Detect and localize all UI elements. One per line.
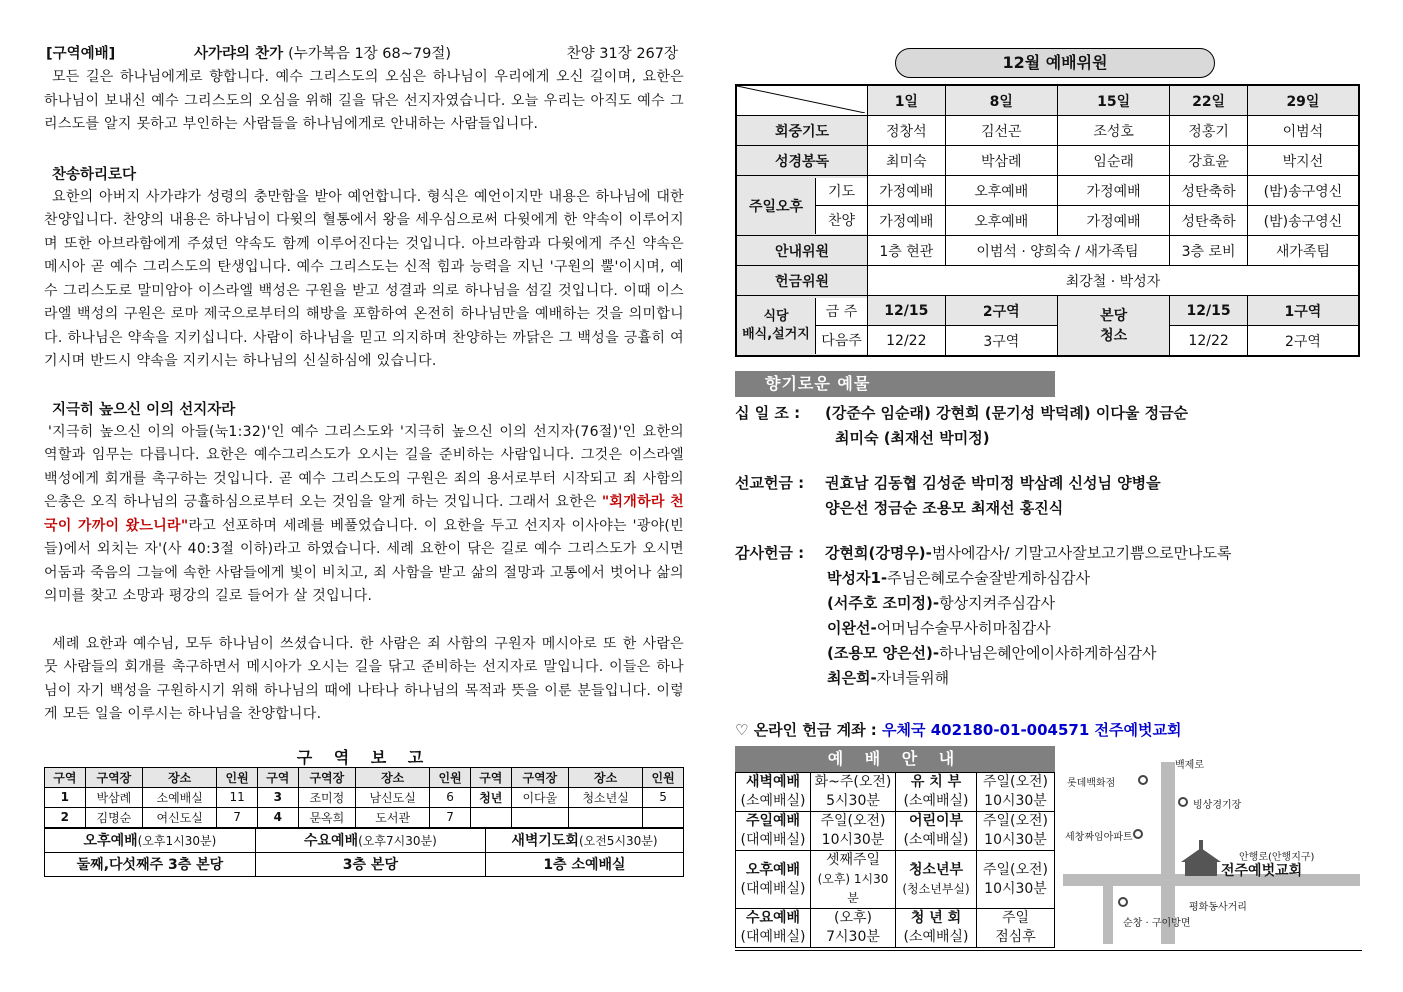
district-header: 인원: [643, 767, 684, 787]
thanks-item: [825, 616, 1362, 641]
worship-cell: [896, 851, 977, 909]
roster-cell: 3구역: [945, 326, 1057, 357]
district-cell: 소예배실: [143, 787, 217, 807]
table-row: [736, 773, 1055, 812]
worship-cell: [977, 773, 1055, 812]
worship-detail: 10시30분: [984, 880, 1047, 897]
service-name-row: [45, 828, 684, 852]
table-row: [736, 176, 1359, 206]
worship-detail: 5시30분: [826, 793, 880, 809]
roster-cell: 오후예배: [945, 176, 1057, 206]
worship-cell: [736, 773, 811, 812]
roster-cell: (밤)송구영신: [1247, 176, 1359, 206]
roster-cell: 박삼례: [945, 146, 1057, 176]
roster-label: 안내위원: [736, 236, 868, 266]
roster-cell: 가정예배: [1057, 176, 1169, 206]
district-cell: 김명순: [85, 807, 142, 827]
online-label: 온라인 헌금 계좌 :: [753, 721, 877, 739]
roster-cell: 12/15: [1170, 296, 1248, 326]
worship-detail: 7시30분: [826, 929, 880, 945]
online-offering: [735, 719, 1362, 740]
worship-guide-table: [735, 772, 1055, 948]
thanks-message: 하나님은혜안에이사하게하심감사: [939, 644, 1157, 662]
worship-name: 유 치 부: [910, 774, 962, 790]
district-header-row: [45, 767, 684, 787]
lesson-header: [44, 38, 684, 66]
roster-cell: 최미숙: [868, 146, 946, 176]
table-row: [736, 812, 1055, 851]
roster-cell: 12/22: [868, 326, 946, 357]
district-cell: [643, 807, 684, 827]
worship-cell: [896, 909, 977, 948]
roster-cell: 새가족팀: [1247, 236, 1359, 266]
roster-corner: [736, 85, 868, 116]
service-name: 수요예배: [304, 833, 359, 849]
district-header: 장소: [356, 767, 430, 787]
worship-cell: [811, 851, 896, 909]
district-cell: 4: [257, 807, 298, 827]
table-row: [736, 851, 1055, 909]
thanks-item: [825, 566, 1362, 591]
roster-clean: [1057, 296, 1169, 357]
roster-cell: 3층 로비: [1170, 236, 1248, 266]
district-cell: 도서관: [356, 807, 430, 827]
thanks-name: 강현희(강명우)-: [825, 544, 932, 562]
district-cell: 5: [643, 787, 684, 807]
worship-detail: (대예배실): [740, 880, 806, 897]
thanks-name: (서주호 조미정)-: [827, 594, 940, 612]
roster-cell: (밤)송구영신: [1247, 206, 1359, 236]
roster-cell: 조성호: [1057, 116, 1169, 146]
district-header: 구역: [45, 767, 86, 787]
worship-name: 수요예배: [745, 910, 801, 926]
district-cell: 남신도실: [356, 787, 430, 807]
worship-detail: 10시30분: [984, 793, 1047, 809]
district-header: 구역장: [298, 767, 355, 787]
roster-cell: 이범석: [1247, 116, 1359, 146]
roster-cell: 가정예배: [868, 206, 946, 236]
roster-sublabel: 다음주: [816, 326, 867, 354]
service-dawn: [485, 828, 683, 852]
district-cell: [569, 807, 643, 827]
section-2-quote: "회개하라 천국이 가까이 왔느니라": [44, 494, 685, 534]
thanks-label: 감사헌금 :: [735, 544, 805, 562]
district-cell: 6: [430, 787, 471, 807]
roster-cell: 임순래: [1057, 146, 1169, 176]
worship-name: (오후): [834, 910, 872, 926]
mission-names: 양은선 정금순 조용모 최재선 홍진식: [825, 499, 1064, 517]
district-header: 구역장: [511, 767, 568, 787]
roster-title: 12월 예배위원: [895, 48, 1215, 78]
worship-detail: (소예배실): [903, 793, 969, 809]
thanks-name: 이완선-: [827, 619, 877, 637]
roster-cell: 박지선: [1247, 146, 1359, 176]
roster-cell: 성탄축하: [1170, 206, 1248, 236]
worship-detail: (오후) 1시30분: [817, 872, 889, 905]
table-row: [736, 909, 1055, 948]
worship-name: 주일(오전): [982, 774, 1049, 790]
table-row: [736, 266, 1359, 296]
district-header: 장소: [569, 767, 643, 787]
worship-guide: [735, 746, 1362, 951]
section-2-title: 지극히 높으신 이의 선지자라: [52, 401, 236, 418]
roster-date: 29일: [1247, 85, 1359, 116]
service-place: 3층 본당: [255, 852, 485, 876]
roster-label: 식당: [763, 308, 789, 324]
roster-cell: 1구역: [1247, 296, 1359, 326]
worship-name: 주일: [1001, 910, 1030, 926]
roster-label: 배식,설거지: [742, 326, 810, 342]
right-column: [735, 48, 1362, 951]
worship-cell: [977, 851, 1055, 909]
worship-name: 오후예배: [745, 861, 801, 878]
roster-sublabel: 기도: [816, 178, 867, 207]
roster-cell: 가정예배: [1057, 206, 1169, 236]
worship-detail: (청소년부실): [902, 881, 970, 896]
district-header: 구역: [257, 767, 298, 787]
district-cell: 1: [45, 787, 86, 807]
roster-cell: 12/15: [868, 296, 946, 326]
thanks-message: 어머님수술무사히마침감사: [876, 619, 1051, 637]
roster-cell: 최강철 · 박성자: [868, 266, 1360, 296]
lesson-hymn: 찬양 31장 267장: [566, 46, 678, 62]
worship-name: 청 년 회: [910, 910, 962, 926]
worship-name: 청소년부: [908, 861, 964, 878]
tithe-names: 최미숙 (최재선 박미정): [835, 429, 990, 447]
tithe-names: (강준수 임순래) 강현희 (문기성 박덕례) 이다울 정금순: [825, 404, 1189, 422]
worship-detail: (대예배실): [740, 832, 806, 848]
roster-cell: 12/22: [1170, 326, 1248, 357]
service-afternoon: [45, 828, 256, 852]
section-2-body-b: 라고 선포하며 세례를 베풀었습니다. 이 요한을 두고 선지자 이사야는 '광야(빈들)에서 외치는 자'(사 40:3절 이하)라고 하였습니다. 세례 요한이 닦은 길로 예수 그리스도가 오시면 어둠과 죽음의 그늘에 속한 사람들에게 빛이 비치고, 죄 사함을 받고 삶의 절망과 고통에서 벗어나 삶의 의미를 찾고 소망과 평강의 길로 들어가 살 것입니다.: [44, 517, 684, 604]
service-place-row: [45, 852, 684, 876]
map-label-apartment: 세창짜임아파트: [1065, 832, 1133, 843]
diagonal-line-icon: [737, 86, 865, 113]
roster-cell: 성탄축하: [1170, 176, 1248, 206]
district-report-table: [44, 767, 684, 828]
roster-label: 본당: [1100, 307, 1128, 324]
worship-cell: [736, 909, 811, 948]
thanks-item: [825, 666, 1362, 691]
section-2-body-a: '지극히 높으신 이의 아들(눅1:32)'인 예수 그리스도와 '지극히 높으신 이의 선지자(76절)'인 요한의 역할과 임무는 다릅니다. 요한은 예수그리스도가 오시는 길을 준비하는 사람입니다. 그것은 이스라엘 백성에게 회개를 촉구하는 것입니다. 곧 예수 그리스도의 구원은 죄의 용서로부터 시작되고 죄 사함의 은총은 오직 하나님의 긍휼하심으로부터 오는 것임을 알게 하는 것입니다. 그래서 요한은: [44, 423, 684, 510]
district-header: 인원: [217, 767, 258, 787]
district-cell: 이다울: [511, 787, 568, 807]
roster-date: 8일: [945, 85, 1057, 116]
map-label-church: 전주예벗교회: [1221, 863, 1303, 879]
section-1-title: 찬송하리로다: [52, 166, 137, 183]
roster-date-row: [736, 85, 1359, 116]
district-cell: 11: [217, 787, 258, 807]
district-header: 장소: [143, 767, 217, 787]
worship-cell: [811, 909, 896, 948]
offerings-banner: 향기로운 예물: [735, 371, 1055, 397]
worship-name: 주일예배: [745, 813, 801, 829]
roster-label: 성경봉독: [736, 146, 868, 176]
lesson-title: [194, 42, 451, 63]
worship-cell: [896, 773, 977, 812]
roster-date: 15일: [1057, 85, 1169, 116]
intro-paragraph: 모든 길은 하나님에게로 향합니다. 예수 그리스도의 오심은 하나님이 우리에게 오신 길이며, 요한은 하나님이 보내신 예수 그리스도의 오심을 위해 길을 닦은 선지자였습니다. 오늘 우리는 아직도 예수 그리스도를 알지 못하고 부인하는 사람들을 하나님에게로 안내하는 사람들입니다.: [44, 69, 684, 132]
roster-label: 주일오후: [737, 178, 816, 234]
tithe-label: 십 일 조 :: [735, 404, 801, 422]
section-1-body: 요한의 아버지 사가랴가 성령의 충만함을 받아 예언합니다. 형식은 예언이지만 내용은 하나님에 대한 찬양입니다. 찬양의 내용은 하나님이 다윗의 혈통에서 왕을 세우심으로써 다윗에게 한 약속이 이루어지며 또한 아브라함에게 주셨던 약속도 함께 이루어진다는 것입니다. 아브라함과 다윗에게 주신 약속은 메시아 곧 예수 그리스도의 탄생입니다. 예수 그리스도는 신적 힘과 능력을 지닌 '구원의 뿔'이시며, 예수 그리스도로 말미암아 이스라엘 백성은 구원을 받고 성결과 의로 하나님을 섬길 것입니다. 이때 이스라엘 백성의 구원은 로마 제국으로부터의 해방을 포함하여 온전히 하나님만을 예배하는 것을 의미합니다. 하나님은 약속을 지키십니다. 사람이 하나님을 믿고 의지하며 찬양하는 까닭은 그 백성을 긍휼히 여기시며 반드시 약속을 지키시는 하나님의 신실하심에 있습니다.: [44, 188, 684, 369]
worship-name: 새벽예배: [745, 774, 801, 790]
offerings-list: [735, 401, 1362, 691]
map-label-sunchang: 순창 · 구이방면: [1123, 918, 1191, 929]
table-row: [45, 787, 684, 807]
roster-table: [735, 84, 1360, 357]
worship-detail: (대예배실): [740, 929, 806, 945]
service-place: 1층 소예배실: [485, 852, 683, 876]
worship-guide-banner: 예 배 안 내: [735, 746, 1055, 772]
map-label-anhaeng: 안행로(안행지구): [1239, 852, 1315, 863]
table-row: [736, 146, 1359, 176]
district-cell: [470, 807, 511, 827]
heart-icon: ♡: [735, 721, 749, 739]
map-label-lotte: 롯데백화점: [1067, 778, 1116, 789]
service-place: 둘째,다섯째주 3층 본당: [45, 852, 256, 876]
table-row: [45, 807, 684, 827]
worship-cell: [977, 812, 1055, 851]
worship-detail: (소예배실): [903, 832, 969, 848]
roster-date: 22일: [1170, 85, 1248, 116]
district-cell: 문옥희: [298, 807, 355, 827]
service-name: 새벽기도회: [511, 833, 579, 849]
roster-sunday-pm: [736, 176, 868, 236]
map-label-ice-rink: 빙상경기장: [1193, 800, 1242, 811]
thanks-name: 박성자1-: [827, 569, 888, 587]
worship-detail: 10시30분: [821, 832, 885, 848]
map-label-baekje: 백제로: [1175, 760, 1204, 771]
thanks-message: 주님은혜로수술잘받게하심감사: [887, 569, 1091, 587]
roster-cell: 이범석 · 양희숙 / 새가족팀: [945, 236, 1170, 266]
roster-meal: [736, 296, 868, 357]
worship-name: 주일(오전): [982, 813, 1049, 829]
service-time: (오전5시30분): [578, 834, 658, 848]
left-column: [44, 38, 684, 877]
section-2-body: [44, 421, 684, 609]
thanks-message: 범사에감사/ 기말고사잘보고기쁨으로만나도록: [931, 544, 1232, 562]
roster-label: 청소: [1100, 327, 1128, 344]
roster-cell: 정창석: [868, 116, 946, 146]
district-cell: 2: [45, 807, 86, 827]
district-cell: 7: [430, 807, 471, 827]
service-time: (오후7시30분): [358, 834, 437, 848]
table-row: [736, 296, 1359, 326]
district-cell: 청년: [470, 787, 511, 807]
thanks-item: [825, 641, 1362, 666]
mission-names: 권효남 김동협 김성준 박미정 박삼례 신성님 양병을: [825, 474, 1161, 492]
thanks-name: (조용모 양은선)-: [827, 644, 940, 662]
roster-cell: 정홍기: [1170, 116, 1248, 146]
roster-label: 헌금위원: [736, 266, 868, 296]
roster-cell: 2구역: [945, 296, 1057, 326]
closing-paragraph: 세례 요한과 예수님, 모두 하나님이 쓰셨습니다. 한 사람은 죄 사함의 구원자 메시아로 또 한 사람은 뭇 사람들의 회개를 촉구하면서 메시아가 오시는 길을 닦고 준비하는 선지자로 말입니다. 이들은 하나님이 자기 백성을 구원하시기 위해 하나님의 때에 나타나 하나님의 목적과 뜻을 이룬 분들입니다. 이렇게 모든 일을 이루시는 하나님을 찬양합니다.: [44, 635, 684, 722]
district-cell: 3: [257, 787, 298, 807]
worship-cell: [896, 812, 977, 851]
worship-name: 어린이부: [908, 813, 964, 829]
worship-name: 셋째주일: [825, 852, 881, 868]
mission-label: 선교헌금 :: [735, 474, 805, 492]
lesson-tag: [구역예배]: [46, 46, 116, 62]
worship-cell: [736, 812, 811, 851]
roster-cell: 가정예배: [868, 176, 946, 206]
thanks-message: 자녀들위해: [876, 669, 950, 687]
roster-cell: 1층 현관: [868, 236, 946, 266]
thanks-message: 항상지켜주심감사: [939, 594, 1056, 612]
roster-cell: 강효윤: [1170, 146, 1248, 176]
weekday-services-table: [44, 828, 684, 877]
district-report-title: 구 역 보 고: [296, 747, 432, 767]
worship-cell: [811, 773, 896, 812]
map-label-pyeonghwa: 평화동사거리: [1189, 902, 1247, 913]
district-cell: 조미정: [298, 787, 355, 807]
roster-date: 1일: [868, 85, 946, 116]
worship-name: 주일(오전): [820, 813, 886, 829]
district-cell: [511, 807, 568, 827]
table-row: [736, 236, 1359, 266]
district-cell: 7: [217, 807, 258, 827]
roster-label: 회중기도: [736, 116, 868, 146]
thanks-name: 최은희-: [827, 669, 877, 687]
roster-sublabel: 금 주: [816, 298, 867, 327]
worship-detail: (소예배실): [903, 929, 969, 945]
district-header: 구역장: [85, 767, 142, 787]
district-cell: 청소년실: [569, 787, 643, 807]
worship-cell: [736, 851, 811, 909]
worship-detail: 10시30분: [984, 832, 1047, 848]
worship-cell: [811, 812, 896, 851]
roster-cell: 김선곤: [945, 116, 1057, 146]
worship-detail: 점심후: [995, 929, 1036, 945]
thanks-item: [825, 591, 1362, 616]
district-header: 인원: [430, 767, 471, 787]
roster-cell: 2구역: [1247, 326, 1359, 357]
service-time: (오후1시30분): [137, 834, 217, 848]
lesson-scripture: (누가복음 1장 68~79절): [288, 46, 452, 62]
worship-detail: (소예배실): [740, 793, 806, 809]
location-map: [1063, 754, 1360, 946]
service-name: 오후예배: [83, 833, 138, 849]
worship-cell: [977, 909, 1055, 948]
service-wednesday: [255, 828, 485, 852]
thanks-item: [825, 541, 1362, 566]
roster-cell: 오후예배: [945, 206, 1057, 236]
district-cell: 여신도실: [143, 807, 217, 827]
online-account: 우체국 402180-01-004571 전주예벗교회: [882, 721, 1182, 739]
lesson-title-text: 사가랴의 찬가: [194, 46, 284, 62]
table-row: [736, 116, 1359, 146]
roster-sublabel: 찬양: [816, 206, 867, 234]
worship-name: 주일(오전): [982, 861, 1049, 878]
district-cell: 박삼례: [85, 787, 142, 807]
worship-name: 화~주(오전): [814, 774, 892, 790]
district-header: 구역: [470, 767, 511, 787]
